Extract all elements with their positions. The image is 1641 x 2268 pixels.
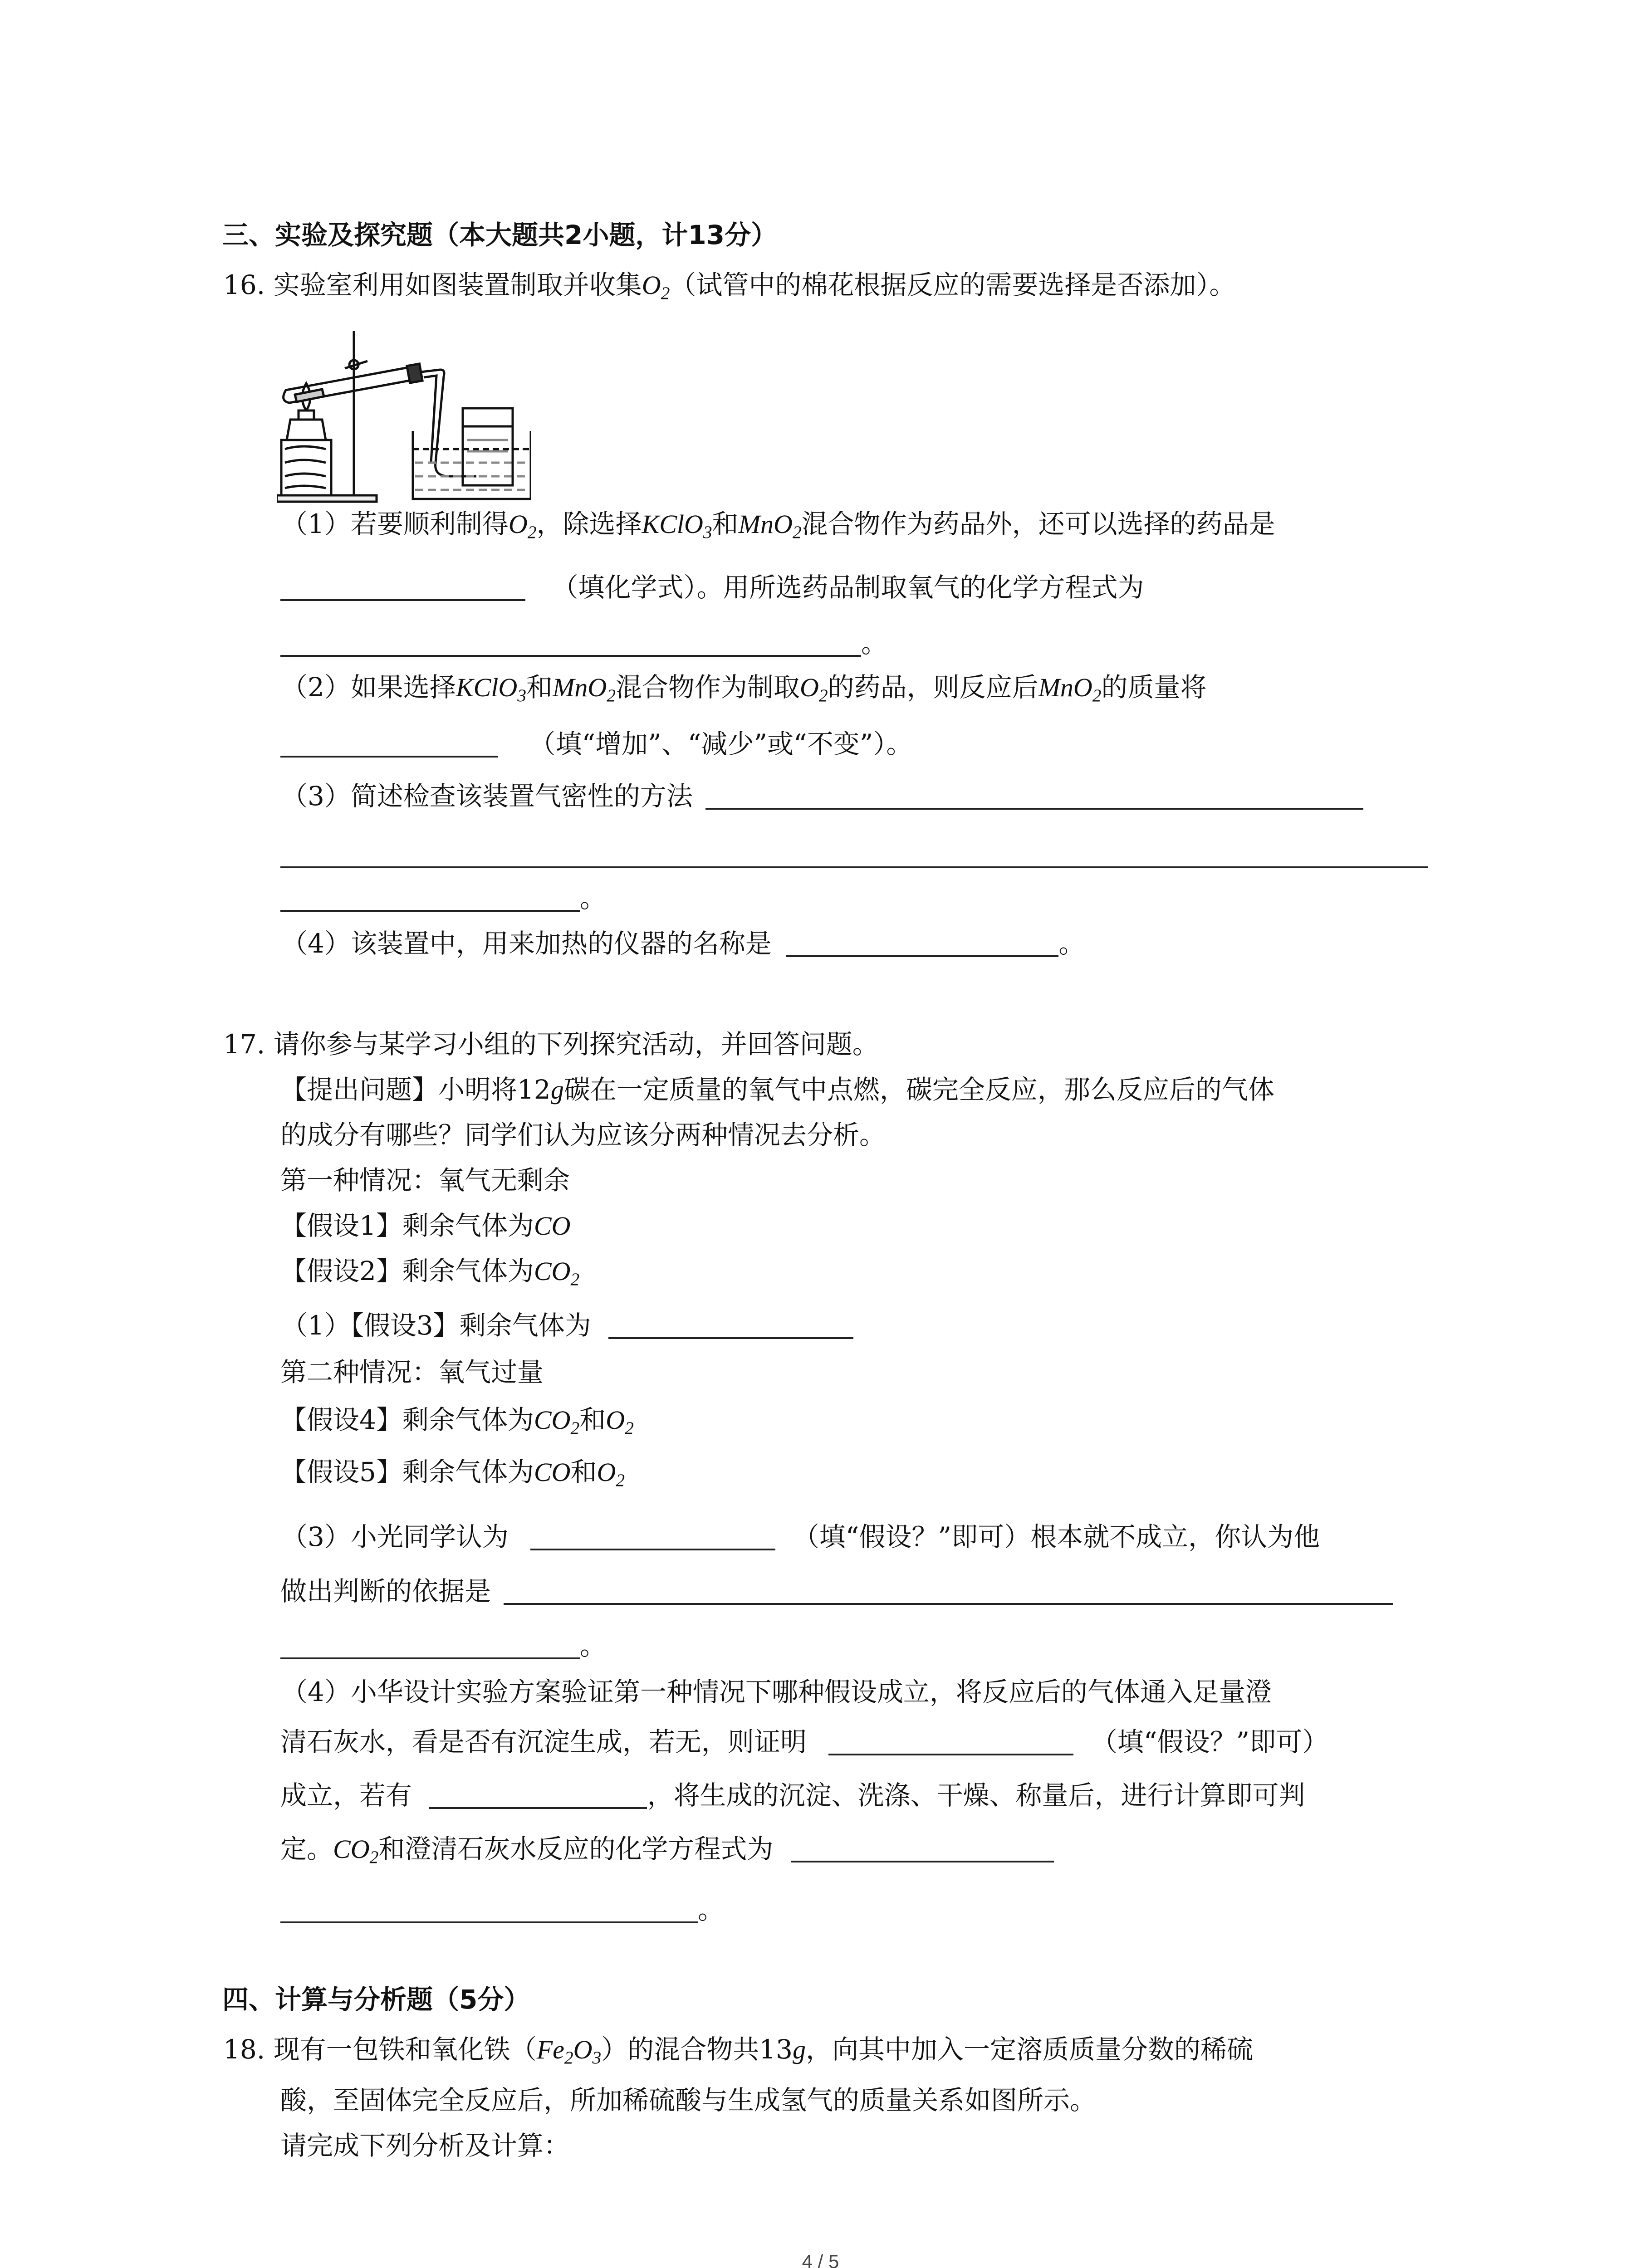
q16-part3-line1: （3）简述检查该装置气密性的方法: [281, 778, 1363, 814]
q17-number: 17.: [223, 1029, 265, 1060]
q16-part1-line2: （填化学式）。用所选药品制取氧气的化学方程式为: [280, 569, 1144, 606]
q17-part4-line4: 定。$CO_2$和澄清石灰水反应的化学方程式为: [280, 1831, 1054, 1867]
q17-hypothesis5: 【假设5】剩余气体为CO和$O_2$: [280, 1457, 625, 1491]
q16-part1-line3: 。: [280, 625, 887, 661]
q17-case1: 第一种情况：氧气无剩余: [280, 1165, 570, 1196]
q18-line2: 酸，至固体完全反应后，所加稀硫酸与生成氢气的质量关系如图所示。: [280, 2085, 1097, 2116]
q16-part2-answer-blank[interactable]: [280, 729, 498, 758]
section-4-title: 四、计算与分析题（5分）: [222, 1984, 530, 2015]
q17-part4-line1: （4）小华设计实验方案验证第一种情况下哪种假设成立，将反应后的气体通入足量澄: [281, 1677, 1272, 1707]
q17-part4-answer-blank-2[interactable]: [429, 1781, 647, 1809]
oxygen-apparatus-figure: [277, 327, 531, 503]
q17-part4-line3: 成立，若有 ，将生成的沉淀、洗涤、干燥、称量后，进行计算即可判: [280, 1780, 1305, 1811]
q18-number: 18.: [223, 2034, 265, 2065]
q16-part4-answer-blank[interactable]: [786, 929, 1058, 957]
q17-question-line1: 【提出问题】小明将12g碳在一定质量的氧气中点燃，碳完全反应，那么反应后的气体: [280, 1074, 1274, 1105]
q17-part1-answer-blank[interactable]: [608, 1311, 853, 1339]
q16-part2-line2: （填“增加”、“减少”或“不变”）。: [280, 726, 912, 762]
q17-part4-answer-blank-4[interactable]: [280, 1895, 698, 1923]
q17-part1: （1）【假设3】剩余气体为: [281, 1307, 853, 1344]
q16-part3-line3: 。: [280, 880, 606, 916]
q17-part4-line2: 清石灰水，看是否有沉淀生成，若无，则证明 （填“假设？”即可）: [280, 1726, 1329, 1757]
q17-question-line2: 的成分有哪些？同学们认为应该分两种情况去分析。: [280, 1119, 886, 1150]
q17-part4-answer-blank-1[interactable]: [828, 1727, 1073, 1755]
q18-line3: 请完成下列分析及计算：: [280, 2130, 570, 2161]
q17-part3-answer-blank-2[interactable]: [504, 1577, 1393, 1605]
q16-part2-line1: （2）如果选择KClO$_3$和MnO$_2$混合物作为制取$O_2$的药品，则反应后MnO$_2$的质量将: [281, 672, 1207, 706]
q16-part3-answer-blank-3[interactable]: [280, 884, 580, 912]
q17-part4-line5: 。: [280, 1892, 724, 1928]
q17-case2: 第二种情况：氧气过量: [280, 1357, 544, 1388]
section-3-title: 三、实验及探究题（本大题共2小题，计13分）: [222, 220, 778, 250]
q16-part3-answer-blank-1[interactable]: [705, 782, 1363, 810]
q16-part1-answer-blank-1[interactable]: [280, 573, 525, 601]
q17-hypothesis1: 【假设1】剩余气体为CO: [280, 1210, 571, 1241]
page-number: 4 / 5: [802, 2251, 839, 2268]
q17-part3-line2: 做出判断的依据是: [280, 1573, 1393, 1609]
q17-stem: 17. 请你参与某学习小组的下列探究活动，并回答问题。: [223, 1029, 879, 1060]
q17-hypothesis2: 【假设2】剩余气体为$CO_2$: [280, 1256, 580, 1290]
q17-part3-answer-blank-3[interactable]: [280, 1631, 580, 1659]
q17-part3-answer-blank-1[interactable]: [530, 1522, 775, 1550]
q16-part1-line1: （1）若要顺利制得$O_2$，除选择KClO$_3$和MnO$_2$混合物作为药品外，还可以选择的药品是: [281, 508, 1275, 543]
q18-line1: 18. 现有一包铁和氧化铁$(Fe_2O_3)$的混合物共13g，向其中加入一定溶质质量分数的稀硫: [223, 2034, 1254, 2068]
q17-part3-line3: 。: [280, 1628, 606, 1664]
q17-part4-answer-blank-3[interactable]: [791, 1834, 1054, 1862]
q16-part3-answer-blank-2[interactable]: [280, 866, 1428, 868]
q17-part3-line1: （3）小光同学认为 （填“假设？”即可）根本就不成立，你认为他: [281, 1521, 1320, 1552]
q16-part4: （4）该装置中，用来加热的仪器的名称是 。: [281, 928, 1085, 959]
q16-number: 16.: [223, 269, 265, 300]
q17-hypothesis4: 【假设4】剩余气体为$CO_2$和$O_2$: [280, 1404, 634, 1438]
q16-stem: 16. 实验室利用如图装置制取并收集$O_2$（试管中的棉花根据反应的需要选择是否添加）。: [223, 269, 1236, 303]
q16-part1-answer-blank-2[interactable]: [280, 629, 861, 657]
